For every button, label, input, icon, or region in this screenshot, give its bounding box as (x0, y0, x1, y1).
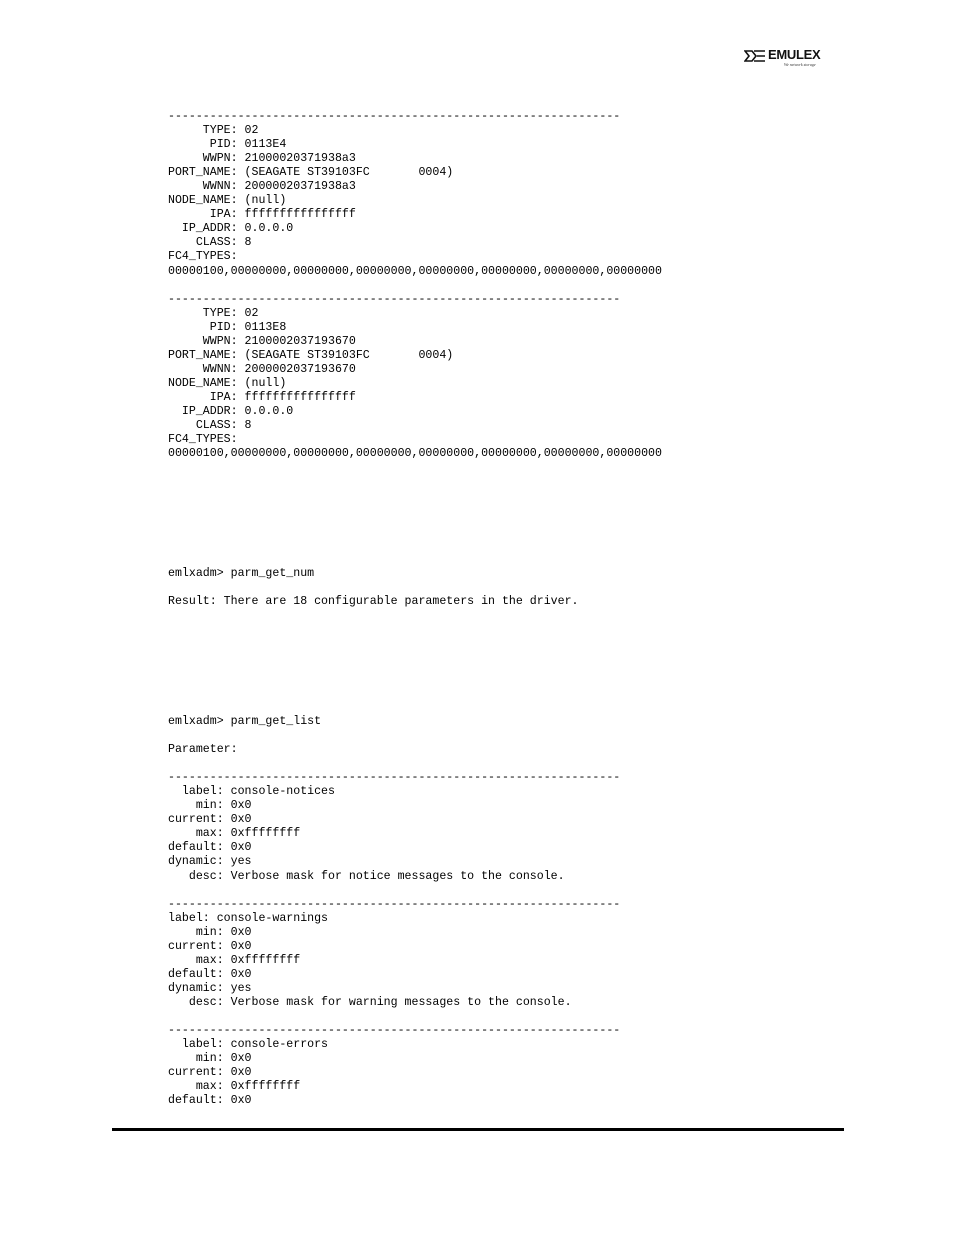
parm-get-num-block: emlxadm> parm_get_num Result: There are 18 configurable parameters in the driver. (168, 567, 579, 609)
footer-rule (112, 1128, 844, 1131)
emulex-logo-mark-icon (744, 49, 766, 63)
emulex-tagline: We network storage (784, 62, 816, 67)
port-listing-block: ----------------------------------------------------------------- TYPE: 02 PID: 0113E4 WWPN: 21000020371938a3 PORT_NAME: (SEAGATE ST39103FC 0004) WWNN: 20000020371938a3 NODE_NAME: (null) IPA: ffffffffffffffff IP_ADDR: 0.0.0.0 CLASS: 8 FC4_TYPES: 00000100,00000000,00000000,00000000,00000000,00000000,00000000,00000000 ----------------------------------------------------------------- TYPE: 02 PID: 0113E8 WWPN: 2100002037193670 PORT_NAME: (SEAGATE ST39103FC 0004) WWNN: 2000002037193670 NODE_NAME: (null) IPA: ffffffffffffffff IP_ADDR: 0.0.0.0 CLASS: 8 FC4_TYPES: 00000100,00000000,00000000,00000000,00000000,00000000,00000000,00000000 (168, 110, 662, 461)
parm-get-list-block: emlxadm> parm_get_list Parameter: ----------------------------------------------------------------- label: console-notices min: 0x0 current: 0x0 max: 0xffffffff default: 0x0 dynamic: yes desc: Verbose mask for notice messages to the console. ----------------------------------------------------------------- label: console-warnings min: 0x0 current: 0x0 max: 0xffffffff default: 0x0 dynamic: yes desc: Verbose mask for warning messages to the console. ----------------------------------------------------------------- label: console-errors min: 0x0 current: 0x0 max: 0xffffffff default: 0x0 (168, 715, 621, 1108)
emulex-brand-name: EMULEX (768, 47, 821, 62)
emulex-logo (744, 46, 840, 70)
